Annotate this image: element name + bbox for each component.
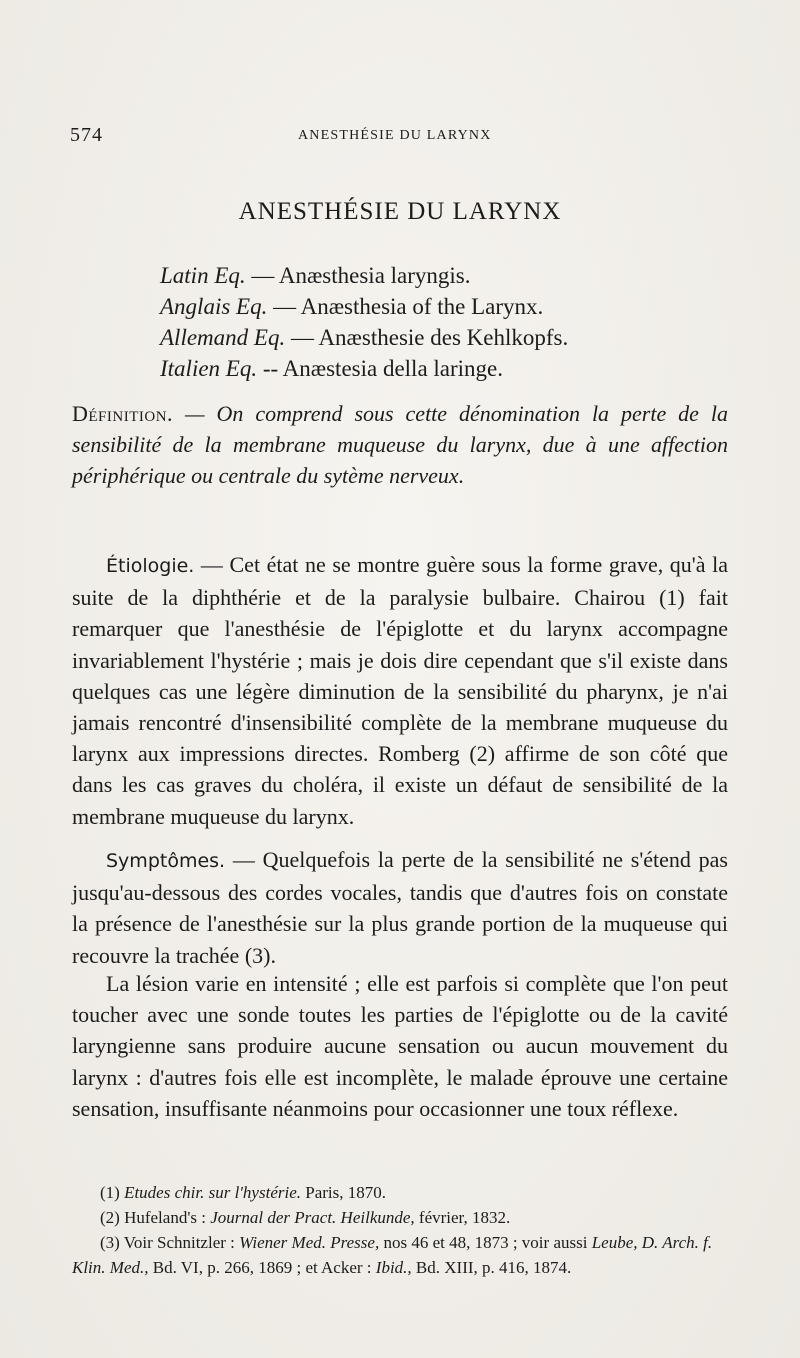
footnote-number: (3) [100, 1233, 124, 1252]
eq-lang: Italien Eq. [160, 356, 258, 381]
footnote-rest: Paris, 1870. [301, 1183, 387, 1202]
footnote-number: (1) [100, 1183, 125, 1202]
running-head: ANESTHÉSIE DU LARYNX [298, 128, 492, 143]
footnote-text-a: Voir Schnitzler : [123, 1233, 240, 1252]
page-header [70, 124, 730, 148]
footnote-text-c: nos 46 et 48, 1873 ; voir aussi [379, 1233, 592, 1252]
symptomes-paragraph [72, 844, 728, 971]
footnote-3 [72, 1230, 728, 1280]
footnote-1 [72, 1180, 728, 1205]
eq-sep: — [285, 325, 319, 350]
etiologie-paragraph [72, 549, 728, 832]
chapter-title: ANESTHÉSIE DU LARYNX [238, 198, 562, 225]
eq-sep: -- [257, 356, 283, 381]
lesion-paragraph: La lésion varie en intensité ; elle est parfois si complète que l'on peut toucher avec une sonde toutes les parties de l'épiglotte ou de la cavité laryngienne sans produire aucune sensation ou aucun mouvement du larynx : d'autres fois elle est incomplète, le malade éprouve une certaine sensation, insuffisante néanmoins pour occasionner une toux réflexe. [72, 971, 728, 1121]
footnote-title-d: Leube, D. Arch. f. Klin. Med., [72, 1233, 713, 1277]
etiologie-heading: Étiologie. [106, 555, 195, 577]
footnote-text-e: Bd. VI, p. 266, 1869 ; et Acker : [148, 1258, 376, 1277]
definition-heading: Définition. [72, 401, 174, 426]
footnote-title: Journal der Pract. Heilkunde, [210, 1208, 415, 1227]
eq-term: Anæstesia della laringe. [282, 356, 504, 381]
symptomes-heading: Symptômes. [106, 850, 226, 872]
eq-lang: Latin Eq. [160, 263, 246, 288]
definition-text: — On comprend sous cette dénomination la perte de la sensibilité de la membrane muqueuse du larynx, due à une affection périphérique ou centrale du sytème nerveux. [72, 401, 728, 488]
equivalent-german [160, 325, 568, 351]
eq-sep: — [245, 263, 279, 288]
eq-term: Anæsthesia of the Larynx. [300, 294, 544, 319]
eq-term: Anæsthesie des Kehlkopfs. [318, 325, 569, 350]
eq-lang: Anglais Eq. [160, 294, 268, 319]
eq-term: Anæsthesia laryngis. [278, 263, 471, 288]
symptomes-text: — Quelquefois la perte de la sensibilité ne s'étend pas jusqu'au-dessous des cordes vocales, tandis que d'autres fois on constate la présence de l'anesthésie sur la plus grande portion de la muqueuse qui recouvre la trachée (3). [72, 847, 728, 968]
footnote-title-b: Wiener Med. Presse, [239, 1233, 380, 1252]
equivalent-italian [160, 356, 503, 382]
equivalent-latin [160, 263, 471, 289]
footnotes [72, 1180, 728, 1280]
footnote-2 [72, 1205, 728, 1230]
etiologie-text: — Cet état ne se montre guère sous la forme grave, qu'à la suite de la diphthérie et de la paralysie bulbaire. Chairou (1) fait remarquer que l'anesthésie de l'épiglotte et du larynx accompagne invariablement l'hystérie ; mais je dois dire cependant que s'il existe dans quelques cas une légère diminution de la sensibilité du pharynx, je n'ai jamais rencontré d'insensibilité complète de la membrane muqueuse du larynx aux impressions directes. Romberg (2) affirme de son côté que dans les cas graves du choléra, il existe un défaut de sensibilité de la membrane muqueuse du larynx. [72, 552, 728, 829]
eq-sep: — [267, 294, 301, 319]
footnote-title: Etudes chir. sur l'hystérie. [124, 1183, 302, 1202]
footnote-rest: février, 1832. [414, 1208, 511, 1227]
equivalent-english [160, 294, 543, 320]
footnote-author: Hufeland's : [124, 1208, 211, 1227]
definition-paragraph [72, 398, 728, 491]
eq-lang: Allemand Eq. [160, 325, 286, 350]
page-number: 574 [70, 124, 103, 146]
footnote-number: (2) [100, 1208, 125, 1227]
footnote-text-g: Bd. XIII, p. 416, 1874. [411, 1258, 572, 1277]
footnote-title-f: Ibid., [375, 1258, 412, 1277]
